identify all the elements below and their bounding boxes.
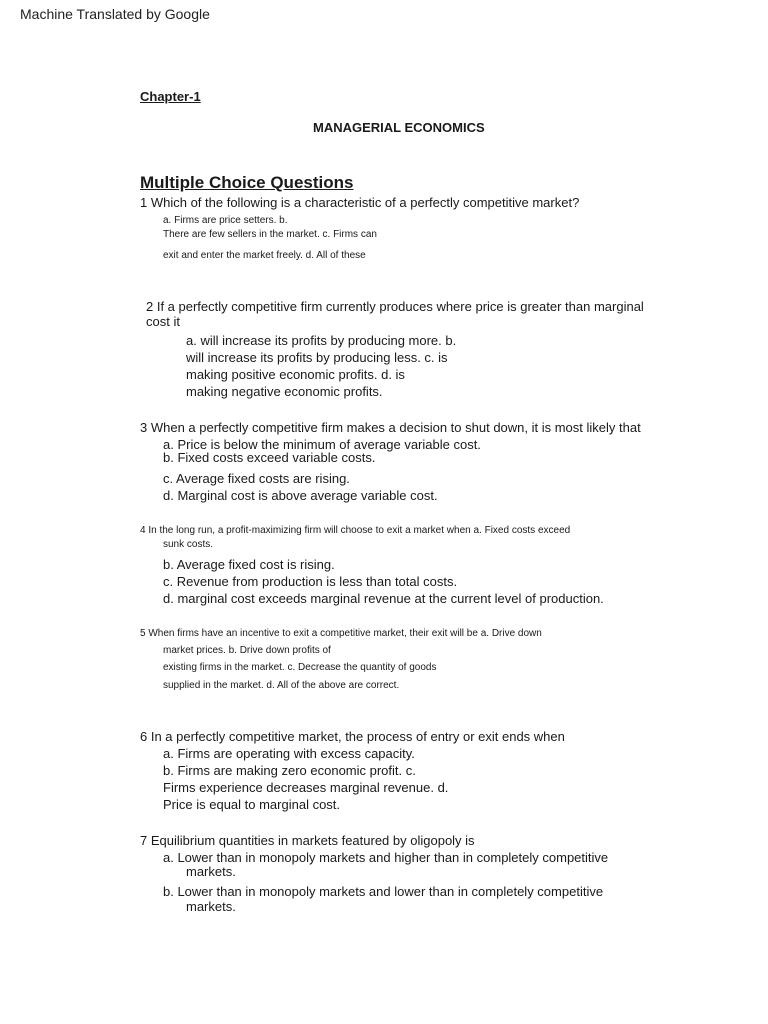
- question-7-option-a-continued: markets.: [186, 864, 236, 879]
- question-6: 6 In a perfectly competitive market, the process of entry or exit ends when: [140, 729, 565, 744]
- question-2-options-line-4: making negative economic profits.: [186, 384, 383, 399]
- subject-title: MANAGERIAL ECONOMICS: [313, 120, 485, 135]
- question-1-options-line-3: exit and enter the market freely. d. All of these: [163, 250, 366, 261]
- question-4-continued: sunk costs.: [163, 539, 214, 550]
- question-3-option-a: a. Price is below the minimum of average variable cost.: [163, 437, 481, 452]
- question-3-option-b: b. Fixed costs exceed variable costs.: [163, 450, 376, 465]
- question-6-option-c: Firms experience decreases marginal revenue. d.: [163, 780, 449, 795]
- question-3-option-c: c. Average fixed costs are rising.: [163, 471, 350, 486]
- question-7-option-b-continued: markets.: [186, 899, 236, 914]
- question-7-option-b: b. Lower than in monopoly markets and lower than in completely competitive: [163, 884, 604, 899]
- question-3-option-d: d. Marginal cost is above average variable cost.: [163, 488, 438, 503]
- question-2: 2 If a perfectly competitive firm currently produces where price is greater than marginal: [146, 299, 644, 314]
- question-5-options-line-2: existing firms in the market. c. Decrease the quantity of goods: [163, 662, 437, 673]
- question-5: 5 When firms have an incentive to exit a competitive market, their exit will be a. Drive down: [140, 628, 542, 639]
- question-4-option-b: b. Average fixed cost is rising.: [163, 557, 335, 572]
- question-2-options-line-1: a. will increase its profits by producing more. b.: [186, 333, 457, 348]
- question-2-options-line-3: making positive economic profits. d. is: [186, 367, 405, 382]
- question-4-option-c: c. Revenue from production is less than total costs.: [163, 574, 458, 589]
- question-3: 3 When a perfectly competitive firm makes a decision to shut down, it is most likely that: [140, 420, 641, 435]
- question-1-options-line-2: There are few sellers in the market. c. Firms can: [163, 229, 377, 240]
- question-6-option-d: Price is equal to marginal cost.: [163, 797, 341, 812]
- question-2-options-line-2: will increase its profits by producing less. c. is: [186, 350, 448, 365]
- question-1-options-line-1: a. Firms are price setters. b.: [163, 215, 288, 226]
- question-5-options-line-1: market prices. b. Drive down profits of: [163, 645, 331, 656]
- question-4-option-d: d. marginal cost exceeds marginal revenue at the current level of production.: [163, 591, 604, 606]
- chapter-heading: Chapter-1: [140, 89, 201, 104]
- question-5-options-line-3: supplied in the market. d. All of the above are correct.: [163, 680, 400, 691]
- translation-banner: Machine Translated by Google: [20, 6, 210, 22]
- question-2-continued: cost it: [146, 314, 180, 329]
- question-6-option-b: b. Firms are making zero economic profit. c.: [163, 763, 416, 778]
- question-1: 1 Which of the following is a characteristic of a perfectly competitive market?: [140, 195, 580, 210]
- question-7-option-a: a. Lower than in monopoly markets and higher than in completely competitive: [163, 850, 609, 865]
- question-7: 7 Equilibrium quantities in markets featured by oligopoly is: [140, 833, 475, 848]
- question-6-option-a: a. Firms are operating with excess capacity.: [163, 746, 415, 761]
- section-title: Multiple Choice Questions: [140, 173, 354, 192]
- question-4: 4 In the long run, a profit-maximizing firm will choose to exit a market when a. Fixed costs exceed: [140, 525, 571, 536]
